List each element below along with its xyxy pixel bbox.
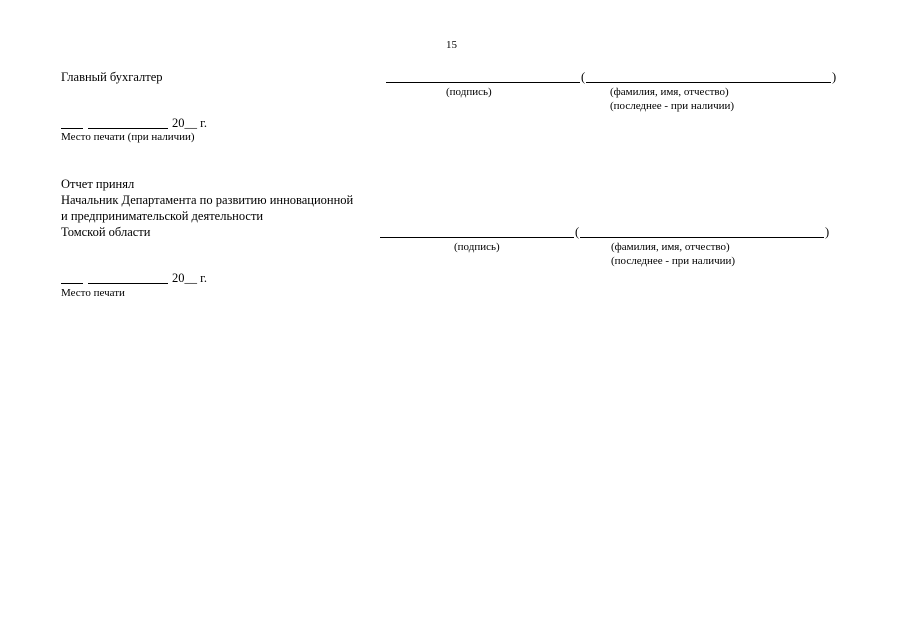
- department-head-signature-caption: (подпись): [454, 241, 500, 253]
- department-head-name-caption-note: (последнее - при наличии): [611, 255, 736, 267]
- page-number: 15: [446, 39, 457, 51]
- department-head-close-paren: ): [825, 225, 830, 239]
- chief-accountant-day-line[interactable]: [61, 128, 83, 129]
- department-head-signature-line[interactable]: [380, 237, 574, 238]
- department-head-position-line3: Томской области: [61, 225, 151, 239]
- chief-accountant-stamp-place: Место печати (при наличии): [61, 131, 195, 143]
- department-head-open-paren: (: [575, 225, 580, 239]
- chief-accountant-signature-line[interactable]: [386, 82, 580, 83]
- chief-accountant-signature-caption: (подпись): [446, 86, 492, 98]
- chief-accountant-name-caption: (фамилия, имя, отчество): [610, 86, 729, 98]
- department-head-name-caption: (фамилия, имя, отчество): [611, 241, 730, 253]
- department-head-position-line2: и предпринимательской деятельности: [61, 209, 264, 223]
- department-head-date-year: 20__ г.: [172, 271, 207, 285]
- department-head-month-line[interactable]: [88, 283, 168, 284]
- department-head-position-line1: Начальник Департамента по развитию инновационной: [61, 193, 354, 207]
- department-head-name-line[interactable]: [580, 237, 824, 238]
- department-head-stamp-place: Место печати: [61, 287, 125, 299]
- chief-accountant-name-line[interactable]: [586, 82, 831, 83]
- chief-accountant-name-caption-note: (последнее - при наличии): [610, 100, 735, 112]
- chief-accountant-close-paren: ): [832, 70, 837, 84]
- department-head-day-line[interactable]: [61, 283, 83, 284]
- report-accepted-label: Отчет принял: [61, 177, 135, 191]
- chief-accountant-date-year: 20__ г.: [172, 116, 207, 130]
- chief-accountant-label: Главный бухгалтер: [61, 70, 163, 84]
- chief-accountant-open-paren: (: [581, 70, 586, 84]
- chief-accountant-month-line[interactable]: [88, 128, 168, 129]
